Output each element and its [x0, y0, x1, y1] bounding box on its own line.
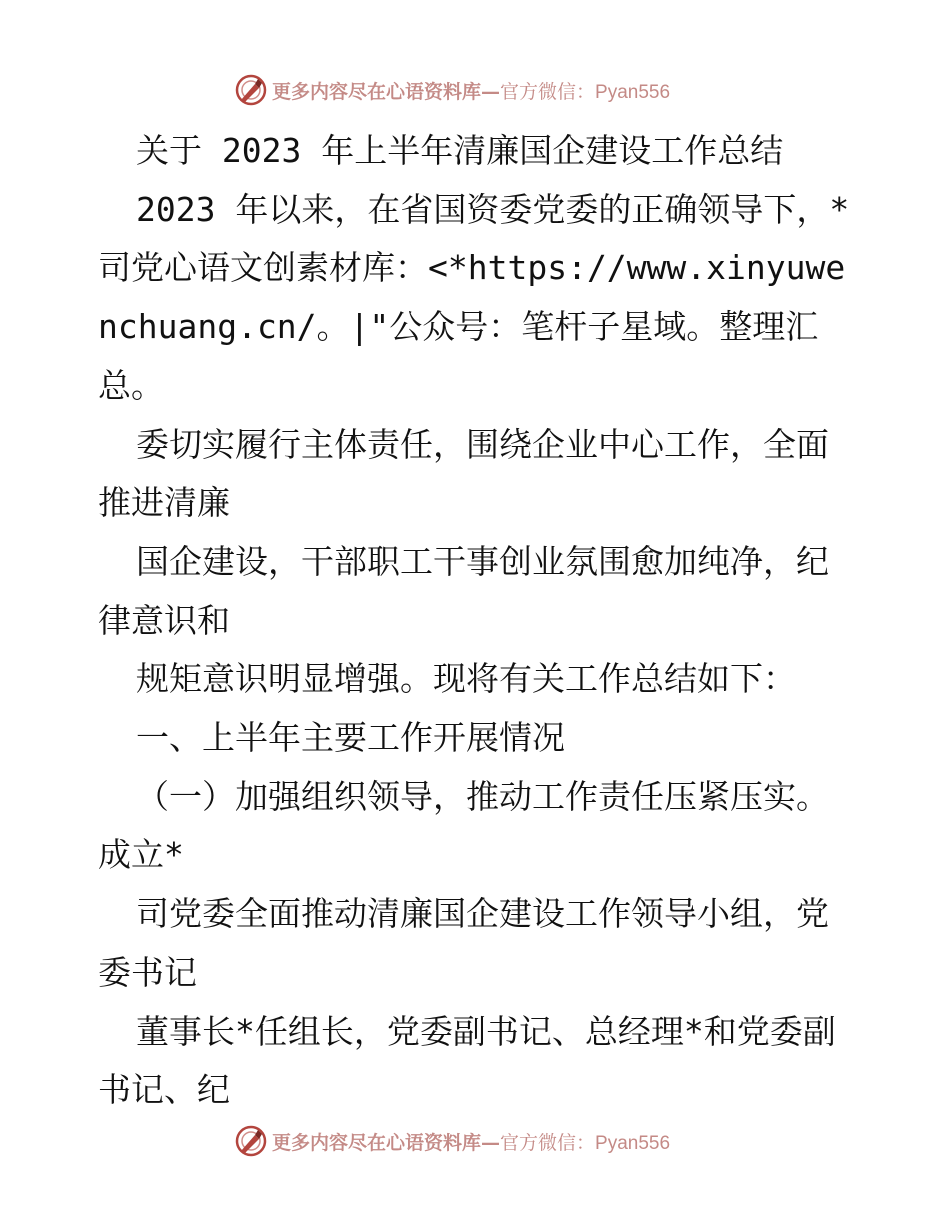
- paragraph: 董事长*任组长，党委副书记、总经理*和党委副书记、纪: [98, 1011, 836, 1110]
- watermark-text: [272, 77, 670, 104]
- watermark-site: 更多内容尽在心语资料库: [272, 1131, 482, 1154]
- watermark-label: 官方微信：: [500, 1131, 596, 1154]
- footer-watermark: [234, 1124, 754, 1158]
- watermark-wechat-id: Pyan556: [595, 81, 671, 103]
- paragraph: 委切实履行主体责任，围绕企业中心工作，全面推进清廉: [98, 424, 829, 523]
- paragraph: 规矩意识明显增强。现将有关工作总结如下：: [136, 659, 796, 699]
- paragraph: 司党委全面推动清廉国企建设工作领导小组，党委书记: [98, 894, 829, 992]
- watermark-separator: —: [481, 1131, 501, 1154]
- watermark-wechat-id: Pyan556: [595, 1132, 671, 1154]
- watermark-label: 官方微信：: [500, 80, 596, 103]
- pen-logo-icon: [234, 1124, 268, 1158]
- paragraph: 2023 年以来，在省国资委党委的正确领导下，*司党心语文创素材库：<*https://www.xinyuwenchuang.cn/。|"公众号：笔杆子星域。整理汇总。: [98, 189, 850, 405]
- paragraph: （一）加强组织领导，推动工作责任压紧压实。成立*: [98, 776, 829, 875]
- paragraph: 国企建设，干部职工干事创业氛围愈加纯净，纪律意识和: [98, 541, 829, 640]
- watermark-text: [272, 1128, 670, 1155]
- watermark-site: 更多内容尽在心语资料库: [272, 80, 482, 103]
- pen-logo-icon: [234, 73, 268, 107]
- section-heading: 一、上半年主要工作开展情况: [136, 718, 565, 758]
- watermark-separator: —: [481, 80, 501, 103]
- document-title: 关于 2023 年上半年清廉国企建设工作总结: [136, 131, 784, 170]
- header-watermark: [234, 73, 754, 107]
- document-body: [98, 122, 858, 1120]
